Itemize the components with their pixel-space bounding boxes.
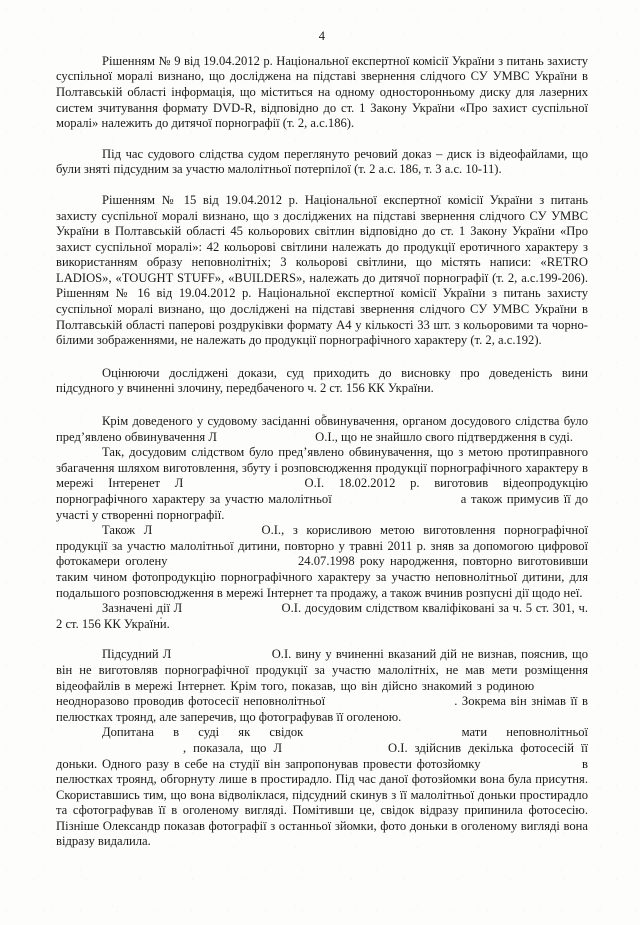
- paragraph-spacer: [56, 397, 588, 414]
- redacted-name-blank: [173, 554, 293, 565]
- redacted-name-blank: [161, 523, 253, 534]
- paragraph-ocinyuyuchy: Оцінюючи досліджені докази, суд приходить до висновку про доведеність вини підсудного у вчиненні злочину, передбаченого ч. 2 ст. 156 КК України.: [56, 365, 588, 396]
- redacted-name-blank: [186, 601, 278, 612]
- paragraph-tak-dosudovym: Так, досудовим слідством було пред’явлено обвинувачення, що з метою протиправного збагачення шляхом виготовлення, збуту і розповсюдження продукції порнографічного характеру в мережі Інтеренет Л О.І. 18.02.2012 р. виготовив відеопродукцію порнографічного характеру за участю малолітньої а також примусив її до участі у створенні порнографії.: [56, 445, 589, 522]
- redacted-name-blank: [289, 741, 381, 752]
- redacted-name-blank: [539, 679, 588, 690]
- paragraph-sudove-slidstvo: Під час судового слідства судом переглянуто речовий доказ – диск із відеофайлами, що були зняті підсудним за участю малолітньої потерпілої (т. 2 а.с. 186, т. 3 а.с. 10-11).: [56, 146, 588, 177]
- scan-speck: [160, 617, 162, 619]
- paragraph-spacer: [56, 178, 588, 193]
- paragraph-zaznacheni-dii: Зазначені дії Л О.І. досудовим слідством кваліфіковані за ч. 5 ст. 301, ч. 2 ст. 156 КК України.: [56, 601, 588, 631]
- redacted-name-blank: [322, 725, 442, 736]
- scan-speck: [322, 414, 325, 416]
- paragraph-pidsudnyy-poyasnennya: Підсудний Л О.І. вину у вчиненні вказаний дій не визнав, пояснив, що він не виготовляв порнографічної продукції за участю малолітніх, не мав мети розміщення відеофайлів в мережі Інтернет. Крім того, показав, що він дійсно знакомий з родиною неодноразово проводив фотосесії неповнолітньої . Зокрема він знімав її в пелюстках троянд, але заперечив, що фотографував її оголеною.: [56, 647, 588, 724]
- paragraph-spacer: [56, 132, 588, 147]
- paragraph-spacer: [56, 349, 588, 366]
- paragraph-rishennya-15-16: Рішенням № 15 від 19.04.2012 р. Національної експертної комісії України з питань захисту суспільної моралі визнано, що з досліджених на підставі звернення слідчого СУ УМВС України в Полтавській області 45 кольорових світлин відповідно до ст. 1 Закону України «Про захист суспільної моралі»: 42 кольорові світлини належать до продукції еротичного характеру з використанням образу неповнолітніх; 3 кольорові світлини, що містять написи: «RETRO LADIOS», «TOUGHT STUFF», «BUILDERS», належать до дитячої порнографії (т. 2, а.с.199-206). Рішенням № 16 від 19.04.2012 р. Національної експертної комісії України з питань захисту суспільної моралі визнано, що досліджені на підставі звернення слідчого СУ УМВС України в Полтавській області паперові роздруківки формату А4 у кількості 33 шт. з кольоровими та чорно-білими зображеннями, не належать до продукції порнографічного характеру (т. 2, а.с.192).: [56, 192, 588, 348]
- redacted-name-blank: [485, 757, 577, 768]
- redacted-name-blank: [56, 741, 176, 752]
- paragraph-krim-dovedenoho: Крім доведеного у судовому засіданні обвинувачення, органом досудового слідства було пред’явлено обвинувачення Л О.І., що не знайшло свого підтвердження в суді.: [56, 414, 588, 444]
- redacted-name-blank: [176, 647, 268, 658]
- paragraph-spacer: [56, 632, 588, 647]
- redacted-name-blank: [336, 492, 456, 503]
- redacted-name-blank: [330, 694, 450, 705]
- page-number: 4: [318, 29, 326, 43]
- redacted-name-blank: [198, 476, 290, 487]
- redacted-name-blank: [220, 430, 312, 441]
- document-body: [56, 54, 588, 850]
- paragraph-rishennya-9: Рішенням № 9 від 19.04.2012 р. Національної експертної комісії України з питань захисту суспільної моралі визнано, що досліджена на підставі звернення слідчого СУ УМВС України в Полтавській області інформація, що міститься на одному односторонньому диску для лазерних систем зчитування формату DVD-R, відповідно до ст. 1 Закону України «Про захист суспільної моралі» належить до дитячої порнографії (т. 2, а.с.186).: [56, 53, 588, 131]
- paragraph-dopytana-svidok: Допитана в суді як свідок мати неповнолітньої , показала, що Л О.І. здійснив декілька фотосесій її доньки. Одного разу в себе на студії він запропонував провести фотозйомку в пелюстках троянд, обгорнуту лише в простирадло. Під час даної фотозйомки вона була присутня. Скориставшись тим, що вона відволіклася, підсудний скинув з її малолітньої доньки простирадло та сфотографував її в оголеному вигляді. Помітивши це, свідок відразу припинила фотосесію. Пізніше Олександр показав фотографії з останньої зйомки, фото доньки в оголеному вигляді вона відразу видалила.: [56, 725, 588, 849]
- paragraph-takozh: Також Л О.І., з корисливою метою виготовлення порнографічної продукції за участю малолітньої дитини, повторно у травні 2011 р. зняв за допомогою цифрової фотокамери оголену 24.07.1998 року народження, повторно виготовивши таким чином фотопродукцію порнографічного характеру за участю неповнолітньої дитини, для подальшого розповсюдження в мережі Інтернет та продажу, а також вчинив розпусні дії щодо неї.: [56, 523, 588, 600]
